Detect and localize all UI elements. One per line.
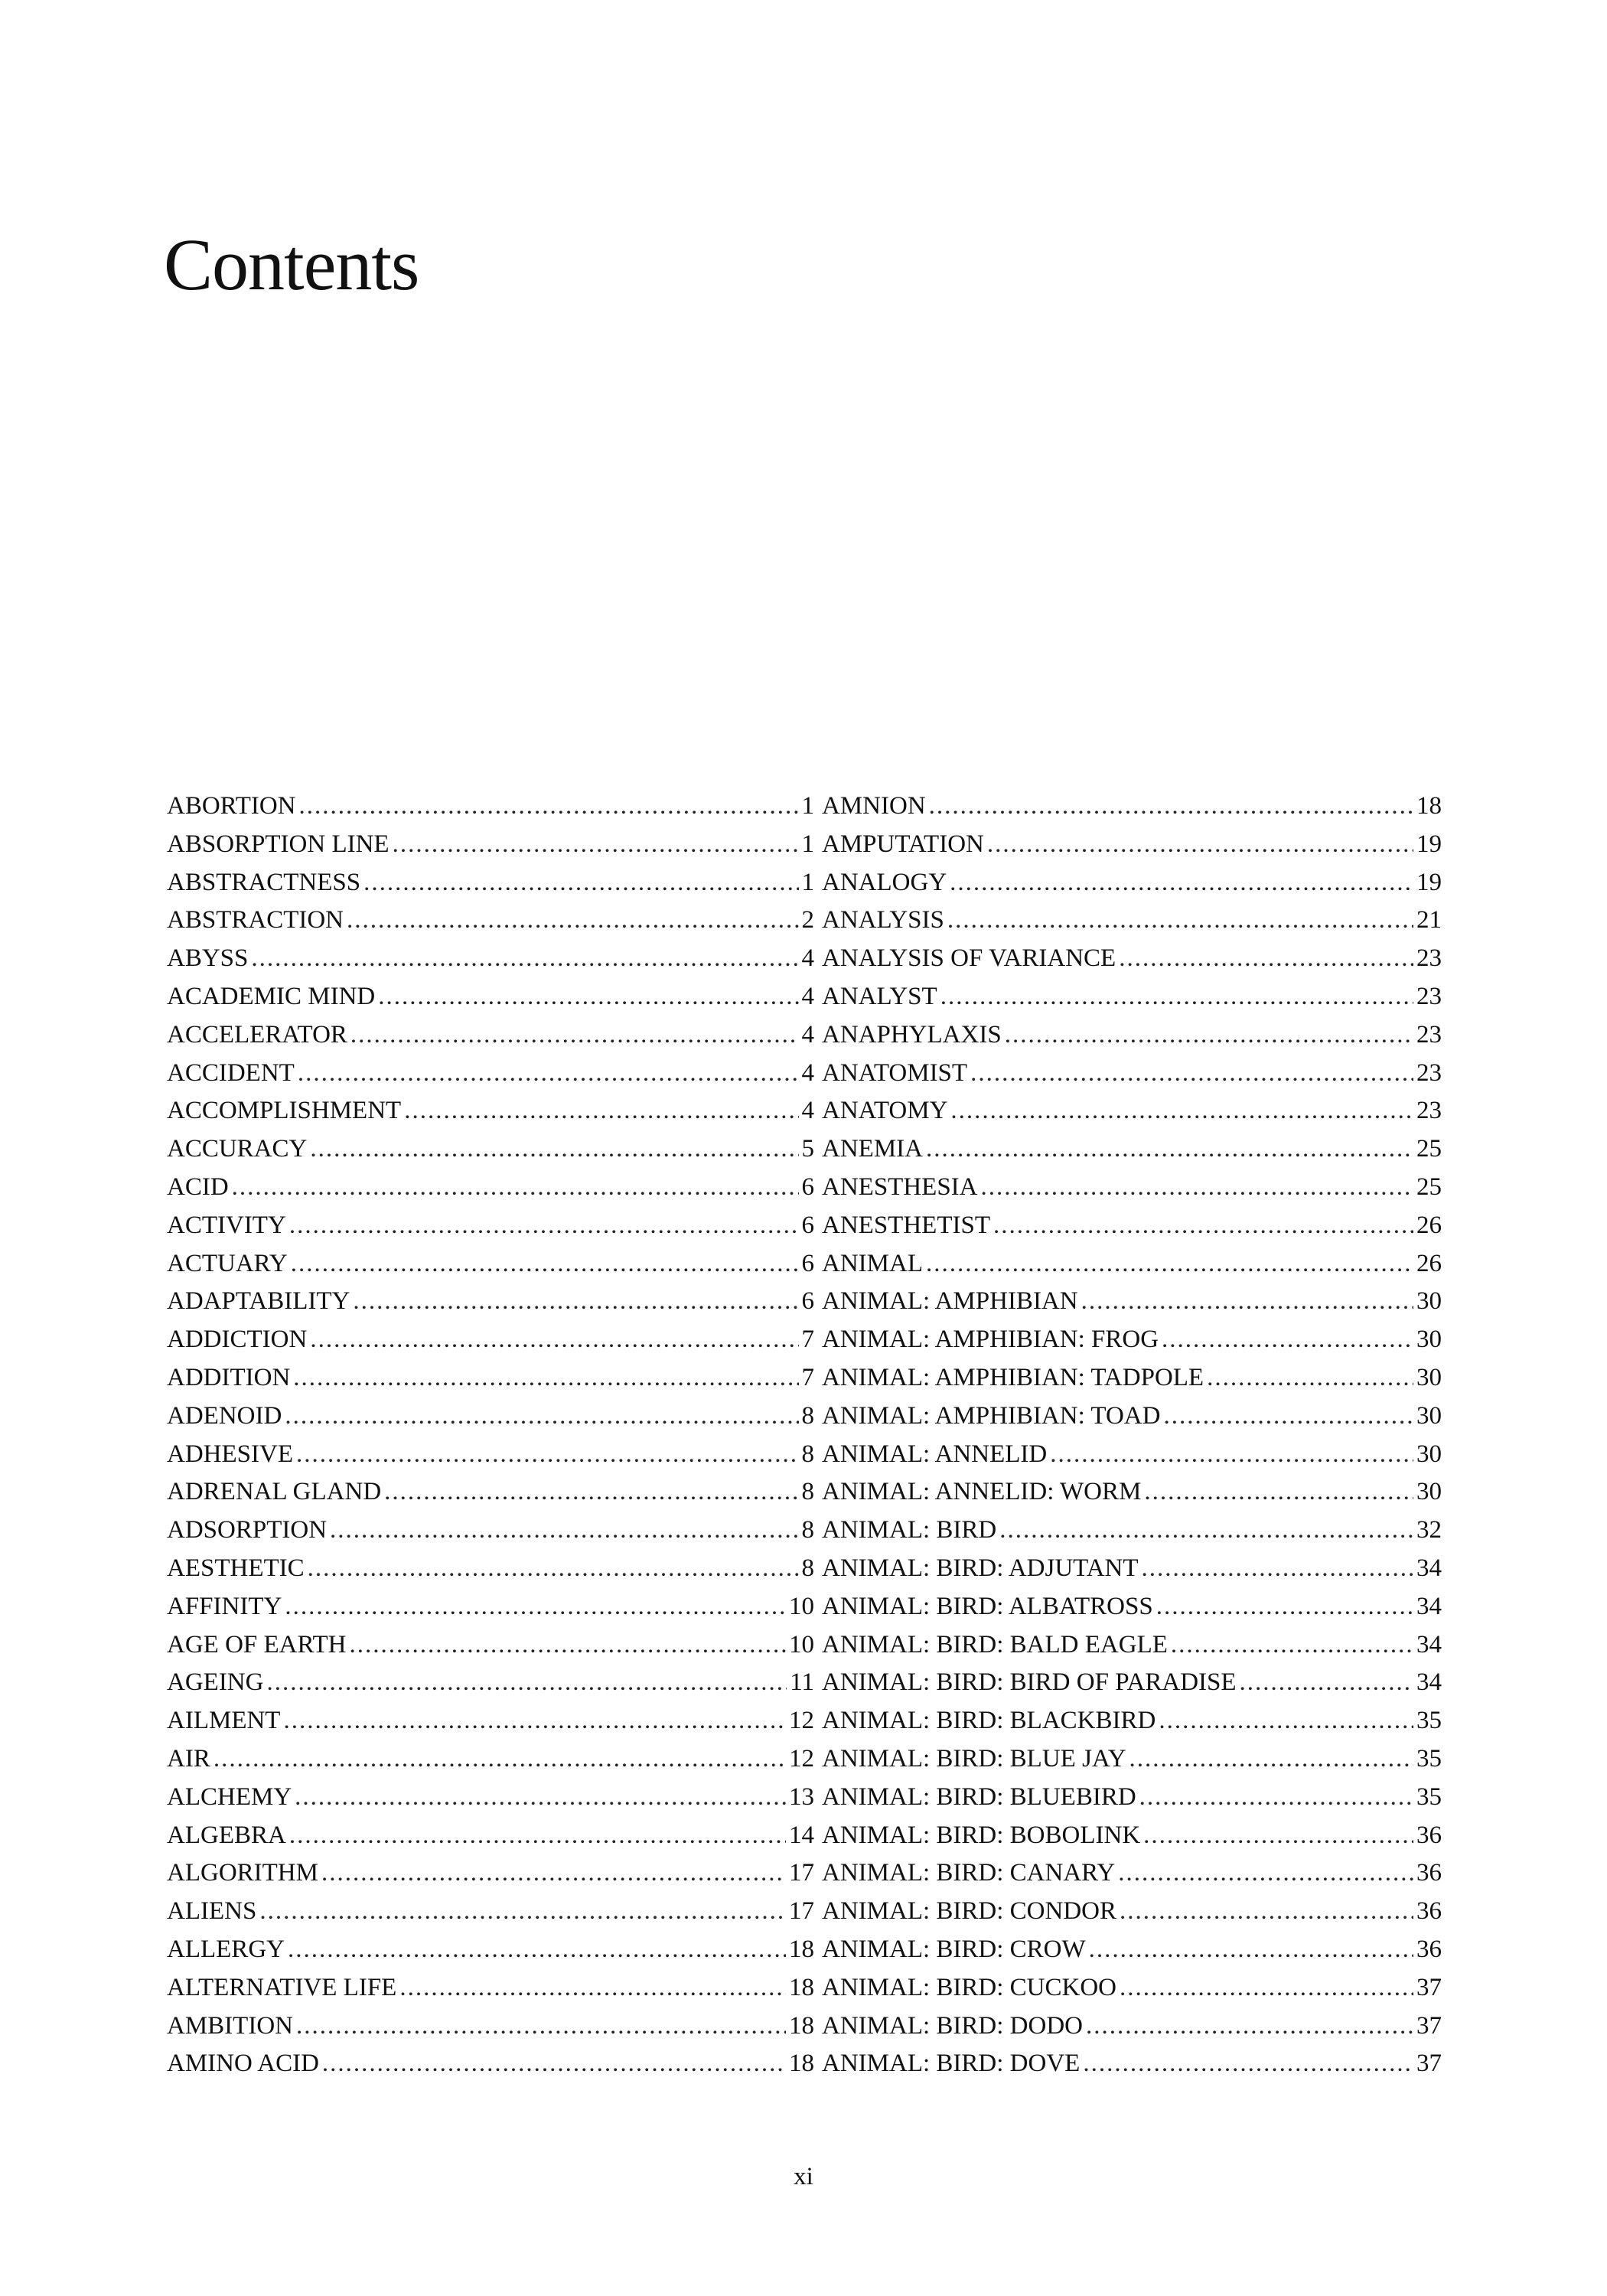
- toc-entry[interactable]: [167, 2045, 814, 2083]
- toc-entry-page-number: 6: [801, 1211, 814, 1239]
- toc-entry-page-number: 36: [1416, 1935, 1442, 1963]
- toc-entry[interactable]: [167, 1550, 814, 1588]
- toc-entry[interactable]: [822, 788, 1442, 826]
- toc-entry-page-number: 1: [801, 792, 814, 820]
- toc-entry[interactable]: [167, 1779, 814, 1817]
- toc-entry[interactable]: [167, 1283, 814, 1321]
- toc-entry-page-number: 18: [789, 1935, 814, 1963]
- toc-entry-page-number: 4: [801, 944, 814, 973]
- dot-leader: [929, 788, 1413, 826]
- toc-entry[interactable]: [822, 1283, 1442, 1321]
- toc-entry[interactable]: [167, 826, 814, 864]
- toc-entry-page-number: 8: [801, 1401, 814, 1430]
- toc-entry-term: ANATOMY: [822, 1097, 948, 1125]
- toc-entry-term: ALLERGY: [167, 1935, 285, 1963]
- toc-entry-term: ANIMAL: BIRD: CANARY: [822, 1859, 1116, 1887]
- dot-leader: [987, 826, 1413, 864]
- toc-entry[interactable]: [167, 1016, 814, 1055]
- dot-leader: [1207, 1359, 1413, 1397]
- toc-entry-page-number: 4: [801, 1097, 814, 1125]
- toc-entry-page-number: 21: [1416, 906, 1442, 934]
- dot-leader: [321, 1854, 786, 1893]
- dot-leader: [310, 1321, 798, 1359]
- dot-leader: [926, 1130, 1413, 1169]
- toc-entry[interactable]: [822, 978, 1442, 1016]
- toc-entry[interactable]: [822, 1359, 1442, 1397]
- dot-leader: [295, 1779, 786, 1817]
- toc-entry[interactable]: [822, 1740, 1442, 1779]
- toc-entry-page-number: 30: [1416, 1440, 1442, 1468]
- toc-entry-term: ANIMAL: BIRD: BLUE JAY: [822, 1744, 1126, 1773]
- dot-leader: [926, 1245, 1413, 1283]
- toc-entry-term: ANIMAL: BIRD: DODO: [822, 2011, 1083, 2040]
- dot-leader: [353, 1283, 798, 1321]
- dot-leader: [393, 826, 799, 864]
- toc-entry-page-number: 12: [789, 1707, 814, 1735]
- toc-entry[interactable]: [822, 1436, 1442, 1474]
- toc-entry[interactable]: [167, 1512, 814, 1550]
- dot-leader: [940, 978, 1413, 1016]
- dot-leader: [993, 1207, 1413, 1245]
- toc-entry-page-number: 7: [801, 1326, 814, 1354]
- toc-entry[interactable]: [822, 1702, 1442, 1740]
- toc-entry-term: ADAPTABILITY: [167, 1287, 350, 1316]
- toc-entry-term: ANIMAL: ANNELID: [822, 1440, 1048, 1468]
- dot-leader: [1119, 940, 1413, 978]
- toc-entry[interactable]: [822, 826, 1442, 864]
- toc-entry-term: AILMENT: [167, 1707, 281, 1735]
- toc-entry-page-number: 23: [1416, 1097, 1442, 1125]
- dot-leader: [1120, 1969, 1413, 2007]
- toc-entry-page-number: 36: [1416, 1897, 1442, 1926]
- toc-entry-term: ADSORPTION: [167, 1516, 328, 1544]
- toc-entry-page-number: 25: [1416, 1172, 1442, 1201]
- dot-leader: [330, 1512, 798, 1550]
- dot-leader: [970, 1055, 1413, 1093]
- toc-entry-page-number: 5: [801, 1135, 814, 1163]
- toc-entry-page-number: 23: [1416, 1020, 1442, 1049]
- toc-entry-term: AESTHETIC: [167, 1554, 305, 1582]
- toc-entry-term: ADRENAL GLAND: [167, 1478, 382, 1506]
- toc-entry-term: AMPUTATION: [822, 830, 984, 858]
- toc-entry[interactable]: [822, 1092, 1442, 1130]
- toc-entry-page-number: 6: [801, 1249, 814, 1277]
- dot-leader: [283, 1702, 786, 1740]
- toc-entry-page-number: 1: [801, 830, 814, 858]
- toc-entry-page-number: 30: [1416, 1287, 1442, 1316]
- toc-entry[interactable]: [167, 1893, 814, 1931]
- toc-entry-term: ACCURACY: [167, 1135, 308, 1163]
- toc-entry-page-number: 35: [1416, 1707, 1442, 1735]
- dot-leader: [1144, 1473, 1413, 1512]
- toc-entry-term: ANIMAL: ANNELID: WORM: [822, 1478, 1142, 1506]
- toc-entry-term: ANIMAL: BIRD: CUCKOO: [822, 1973, 1117, 2001]
- toc-entry-page-number: 35: [1416, 1782, 1442, 1811]
- dot-leader: [1159, 1702, 1413, 1740]
- dot-leader: [289, 1207, 799, 1245]
- toc-entry-term: ABSTRACTION: [167, 906, 344, 934]
- dot-leader: [1171, 1626, 1413, 1665]
- toc-entry-page-number: 4: [801, 1058, 814, 1087]
- toc-entry[interactable]: [822, 1817, 1442, 1855]
- dot-leader: [293, 1359, 798, 1397]
- toc-entry-page-number: 26: [1416, 1249, 1442, 1277]
- toc-entry[interactable]: [822, 1473, 1442, 1512]
- toc-entry-term: ACID: [167, 1172, 229, 1201]
- toc-entry-term: ANIMAL: BIRD: BOBOLINK: [822, 1821, 1141, 1849]
- toc-entry-term: ADDICTION: [167, 1326, 308, 1354]
- toc-entry-term: ANIMAL: [822, 1249, 923, 1277]
- toc-entry[interactable]: [167, 1588, 814, 1626]
- toc-entry[interactable]: [167, 1130, 814, 1169]
- toc-entry[interactable]: [167, 1702, 814, 1740]
- toc-entry-page-number: 18: [1416, 792, 1442, 820]
- toc-entry-page-number: 34: [1416, 1592, 1442, 1620]
- toc-entry-page-number: 8: [801, 1440, 814, 1468]
- toc-entry-page-number: 10: [789, 1592, 814, 1620]
- toc-entry-term: ANIMAL: BIRD: ALBATROSS: [822, 1592, 1153, 1620]
- toc-entry-term: AMBITION: [167, 2011, 293, 2040]
- toc-entry-page-number: 26: [1416, 1211, 1442, 1239]
- toc-entry-page-number: 12: [789, 1744, 814, 1773]
- toc-entry[interactable]: [167, 1626, 814, 1665]
- toc-entry-term: ANIMAL: BIRD: BLUEBIRD: [822, 1782, 1136, 1811]
- dot-leader: [1163, 1397, 1413, 1436]
- dot-leader: [1143, 1817, 1413, 1855]
- toc-entry-term: ABSORPTION LINE: [167, 830, 390, 858]
- dot-leader: [1156, 1588, 1413, 1626]
- toc-entry-term: ANIMAL: BIRD: CROW: [822, 1935, 1086, 1963]
- toc-entry[interactable]: [822, 1626, 1442, 1665]
- toc-entry[interactable]: [167, 1436, 814, 1474]
- dot-leader: [950, 1092, 1413, 1130]
- toc-entry[interactable]: [822, 1397, 1442, 1436]
- toc-entry[interactable]: [822, 864, 1442, 902]
- toc-entry-term: ANIMAL: AMPHIBIAN: TOAD: [822, 1401, 1161, 1430]
- toc-entry-page-number: 17: [789, 1897, 814, 1926]
- dot-leader: [298, 1055, 799, 1093]
- toc-entry[interactable]: [167, 2007, 814, 2046]
- toc-entry-page-number: 6: [801, 1287, 814, 1316]
- dot-leader: [251, 940, 798, 978]
- toc-entry-page-number: 34: [1416, 1668, 1442, 1697]
- toc-entry-term: ANALYSIS: [822, 906, 944, 934]
- toc-entry-term: ALTERNATIVE LIFE: [167, 1973, 397, 2001]
- dot-leader: [214, 1740, 786, 1779]
- toc-entry-term: ANESTHETIST: [822, 1211, 990, 1239]
- toc-entry-page-number: 19: [1416, 868, 1442, 896]
- dot-leader: [285, 1588, 786, 1626]
- toc-entry[interactable]: [167, 1397, 814, 1436]
- dot-leader: [288, 1931, 786, 1969]
- dot-leader: [308, 1550, 799, 1588]
- toc-entry-term: ANALYST: [822, 982, 937, 1010]
- toc-entry[interactable]: [167, 1931, 814, 1969]
- toc-entry[interactable]: [167, 1359, 814, 1397]
- toc-entry-page-number: 17: [789, 1859, 814, 1887]
- toc-entry[interactable]: [167, 1740, 814, 1779]
- toc-entry-page-number: 30: [1416, 1478, 1442, 1506]
- toc-entry-term: ALIENS: [167, 1897, 257, 1926]
- toc-entry-term: ANIMAL: BIRD: BIRD OF PARADISE: [822, 1668, 1237, 1697]
- toc-entry-term: ALGEBRA: [167, 1821, 286, 1849]
- page-number: xi: [794, 2163, 813, 2190]
- toc-entry[interactable]: [822, 1207, 1442, 1245]
- toc-entry-term: ANAPHYLAXIS: [822, 1020, 1002, 1049]
- toc-column-right: [822, 788, 1442, 2083]
- toc-entry-page-number: 8: [801, 1554, 814, 1582]
- dot-leader: [285, 1397, 798, 1436]
- dot-leader: [399, 1969, 786, 2007]
- toc-entry-page-number: 18: [789, 2050, 814, 2078]
- toc-entry-page-number: 13: [789, 1782, 814, 1811]
- dot-leader: [1129, 1740, 1413, 1779]
- dot-leader: [347, 902, 798, 940]
- toc-entry[interactable]: [822, 902, 1442, 940]
- toc-entry[interactable]: [167, 1969, 814, 2007]
- toc-entry-page-number: 8: [801, 1478, 814, 1506]
- toc-entry[interactable]: [167, 1245, 814, 1283]
- toc-entry[interactable]: [822, 1664, 1442, 1702]
- toc-entry-term: ACCOMPLISHMENT: [167, 1097, 402, 1125]
- toc-entry[interactable]: [167, 1092, 814, 1130]
- toc-entry[interactable]: [167, 1854, 814, 1893]
- toc-entry[interactable]: [167, 978, 814, 1016]
- toc-entry-page-number: 18: [789, 2011, 814, 2040]
- toc-entry-term: ANESTHESIA: [822, 1172, 978, 1201]
- toc-entry[interactable]: [822, 1893, 1442, 1931]
- toc-entry-page-number: 11: [790, 1668, 814, 1697]
- toc-entry-page-number: 4: [801, 982, 814, 1010]
- toc-entry-page-number: 25: [1416, 1135, 1442, 1163]
- page-title: Contents: [164, 223, 419, 305]
- toc-entry[interactable]: [167, 788, 814, 826]
- toc-entry-page-number: 36: [1416, 1859, 1442, 1887]
- dot-leader: [1089, 1931, 1413, 1969]
- toc-entry-term: ANIMAL: BIRD: [822, 1516, 997, 1544]
- dot-leader: [289, 1817, 786, 1855]
- toc-entry-page-number: 18: [789, 1973, 814, 2001]
- toc-entry-term: ANIMAL: BIRD: CONDOR: [822, 1897, 1117, 1926]
- toc-entry-page-number: 30: [1416, 1401, 1442, 1430]
- toc-entry-term: ANIMAL: BIRD: DOVE: [822, 2050, 1081, 2078]
- toc-entry-page-number: 10: [789, 1630, 814, 1658]
- toc-entry-term: ACTUARY: [167, 1249, 288, 1277]
- toc-entry[interactable]: [822, 1055, 1442, 1093]
- toc-entry-term: ALGORITHM: [167, 1859, 318, 1887]
- toc-entry-term: ABORTION: [167, 792, 296, 820]
- dot-leader: [363, 864, 798, 902]
- toc-entry-term: ABSTRACTNESS: [167, 868, 361, 896]
- dot-leader: [999, 1512, 1413, 1550]
- dot-leader: [232, 1169, 799, 1207]
- dot-leader: [291, 1245, 799, 1283]
- toc-entry-term: ALCHEMY: [167, 1782, 292, 1811]
- toc-entry-page-number: 23: [1416, 1058, 1442, 1087]
- toc-entry[interactable]: [822, 1779, 1442, 1817]
- toc-entry[interactable]: [167, 1321, 814, 1359]
- toc-entry[interactable]: [167, 902, 814, 940]
- toc-entry[interactable]: [822, 1130, 1442, 1169]
- toc-entry[interactable]: [822, 1854, 1442, 1893]
- toc-entry[interactable]: [167, 1817, 814, 1855]
- toc-entry[interactable]: [822, 2045, 1442, 2083]
- dot-leader: [266, 1664, 787, 1702]
- dot-leader: [1120, 1893, 1413, 1931]
- toc-entry-term: AMNION: [822, 792, 926, 820]
- toc-entry-term: ACCELERATOR: [167, 1020, 347, 1049]
- toc-entry[interactable]: [167, 1207, 814, 1245]
- toc-entry[interactable]: [822, 1169, 1442, 1207]
- dot-leader: [322, 2045, 786, 2083]
- dot-leader: [350, 1626, 786, 1665]
- dot-leader: [1005, 1016, 1413, 1055]
- toc-entry-page-number: 8: [801, 1516, 814, 1544]
- toc-entry-term: AIR: [167, 1744, 210, 1773]
- toc-entry-term: ANALOGY: [822, 868, 947, 896]
- dot-leader: [1139, 1779, 1413, 1817]
- dot-leader: [296, 1436, 799, 1474]
- toc-entry-page-number: 19: [1416, 830, 1442, 858]
- toc-entry-term: ANALYSIS OF VARIANCE: [822, 944, 1116, 973]
- toc-entry[interactable]: [167, 1169, 814, 1207]
- toc-entry-page-number: 30: [1416, 1326, 1442, 1354]
- toc-entry-page-number: 37: [1416, 2011, 1442, 2040]
- toc-entry-term: AGEING: [167, 1668, 264, 1697]
- dot-leader: [296, 2007, 786, 2046]
- toc-entry-term: ACADEMIC MIND: [167, 982, 376, 1010]
- toc-entry-page-number: 2: [801, 906, 814, 934]
- dot-leader: [1162, 1321, 1413, 1359]
- toc-entry[interactable]: [822, 1969, 1442, 2007]
- dot-leader: [1050, 1436, 1413, 1474]
- dot-leader: [1142, 1550, 1413, 1588]
- dot-leader: [981, 1169, 1414, 1207]
- toc-entry-page-number: 23: [1416, 944, 1442, 973]
- toc-entry[interactable]: [822, 1550, 1442, 1588]
- dot-leader: [259, 1893, 786, 1931]
- toc-entry-page-number: 32: [1416, 1516, 1442, 1544]
- toc-entry-term: ACTIVITY: [167, 1211, 286, 1239]
- dot-leader: [1118, 1854, 1413, 1893]
- toc-entry-page-number: 14: [789, 1821, 814, 1849]
- toc-entry-page-number: 1: [801, 868, 814, 896]
- toc-entry[interactable]: [822, 1016, 1442, 1055]
- toc-entry-term: ACCIDENT: [167, 1058, 295, 1087]
- toc-entry-term: ANIMAL: AMPHIBIAN: [822, 1287, 1078, 1316]
- toc-entry-page-number: 35: [1416, 1744, 1442, 1773]
- toc-entry[interactable]: [167, 1055, 814, 1093]
- dot-leader: [1083, 2045, 1413, 2083]
- toc-entry-term: ANIMAL: BIRD: BLACKBIRD: [822, 1707, 1156, 1735]
- toc-entry-term: AMINO ACID: [167, 2050, 319, 2078]
- toc-entry-page-number: 4: [801, 1020, 814, 1049]
- toc-entry-page-number: 37: [1416, 1973, 1442, 2001]
- toc-entry-term: ADHESIVE: [167, 1440, 293, 1468]
- dot-leader: [299, 788, 799, 826]
- toc-entry[interactable]: [822, 1245, 1442, 1283]
- dot-leader: [947, 902, 1413, 940]
- toc-entry-term: ANATOMIST: [822, 1058, 968, 1087]
- dot-leader: [1086, 2007, 1413, 2046]
- dot-leader: [1240, 1664, 1413, 1702]
- toc-entry-page-number: 6: [801, 1172, 814, 1201]
- toc-entry-term: ADDITION: [167, 1363, 291, 1391]
- dot-leader: [950, 864, 1413, 902]
- toc-entry-term: ADENOID: [167, 1401, 282, 1430]
- toc-entry[interactable]: [167, 940, 814, 978]
- toc-entry[interactable]: [167, 1664, 814, 1702]
- toc-entry[interactable]: [822, 1588, 1442, 1626]
- toc-entry[interactable]: [822, 1321, 1442, 1359]
- toc-entry-term: ANIMAL: AMPHIBIAN: TADPOLE: [822, 1363, 1204, 1391]
- toc-entry-term: ANIMAL: AMPHIBIAN: FROG: [822, 1326, 1159, 1354]
- toc-entry-term: AGE OF EARTH: [167, 1630, 347, 1658]
- toc-column-left: [167, 788, 814, 2083]
- toc-entry[interactable]: [822, 940, 1442, 978]
- toc-entry-term: AFFINITY: [167, 1592, 282, 1620]
- toc-entry[interactable]: [822, 1931, 1442, 1969]
- toc-entry-term: ANIMAL: BIRD: ADJUTANT: [822, 1554, 1139, 1582]
- toc-entry-page-number: 36: [1416, 1821, 1442, 1849]
- toc-entry[interactable]: [167, 1473, 814, 1512]
- dot-leader: [350, 1016, 799, 1055]
- dot-leader: [310, 1130, 798, 1169]
- toc-entry-term: ABYSS: [167, 944, 249, 973]
- toc-entry-page-number: 34: [1416, 1630, 1442, 1658]
- toc-entry-term: ANEMIA: [822, 1135, 923, 1163]
- dot-leader: [1081, 1283, 1413, 1321]
- dot-leader: [384, 1473, 798, 1512]
- dot-leader: [378, 978, 798, 1016]
- toc-entry-page-number: 37: [1416, 2050, 1442, 2078]
- toc-entry-page-number: 23: [1416, 982, 1442, 1010]
- toc-entry[interactable]: [167, 864, 814, 902]
- toc-entry-page-number: 34: [1416, 1554, 1442, 1582]
- toc-entry-page-number: 30: [1416, 1363, 1442, 1391]
- toc-entry-term: ANIMAL: BIRD: BALD EAGLE: [822, 1630, 1168, 1658]
- toc-entry[interactable]: [822, 2007, 1442, 2046]
- dot-leader: [404, 1092, 798, 1130]
- toc-entry-page-number: 7: [801, 1363, 814, 1391]
- toc-entry[interactable]: [822, 1512, 1442, 1550]
